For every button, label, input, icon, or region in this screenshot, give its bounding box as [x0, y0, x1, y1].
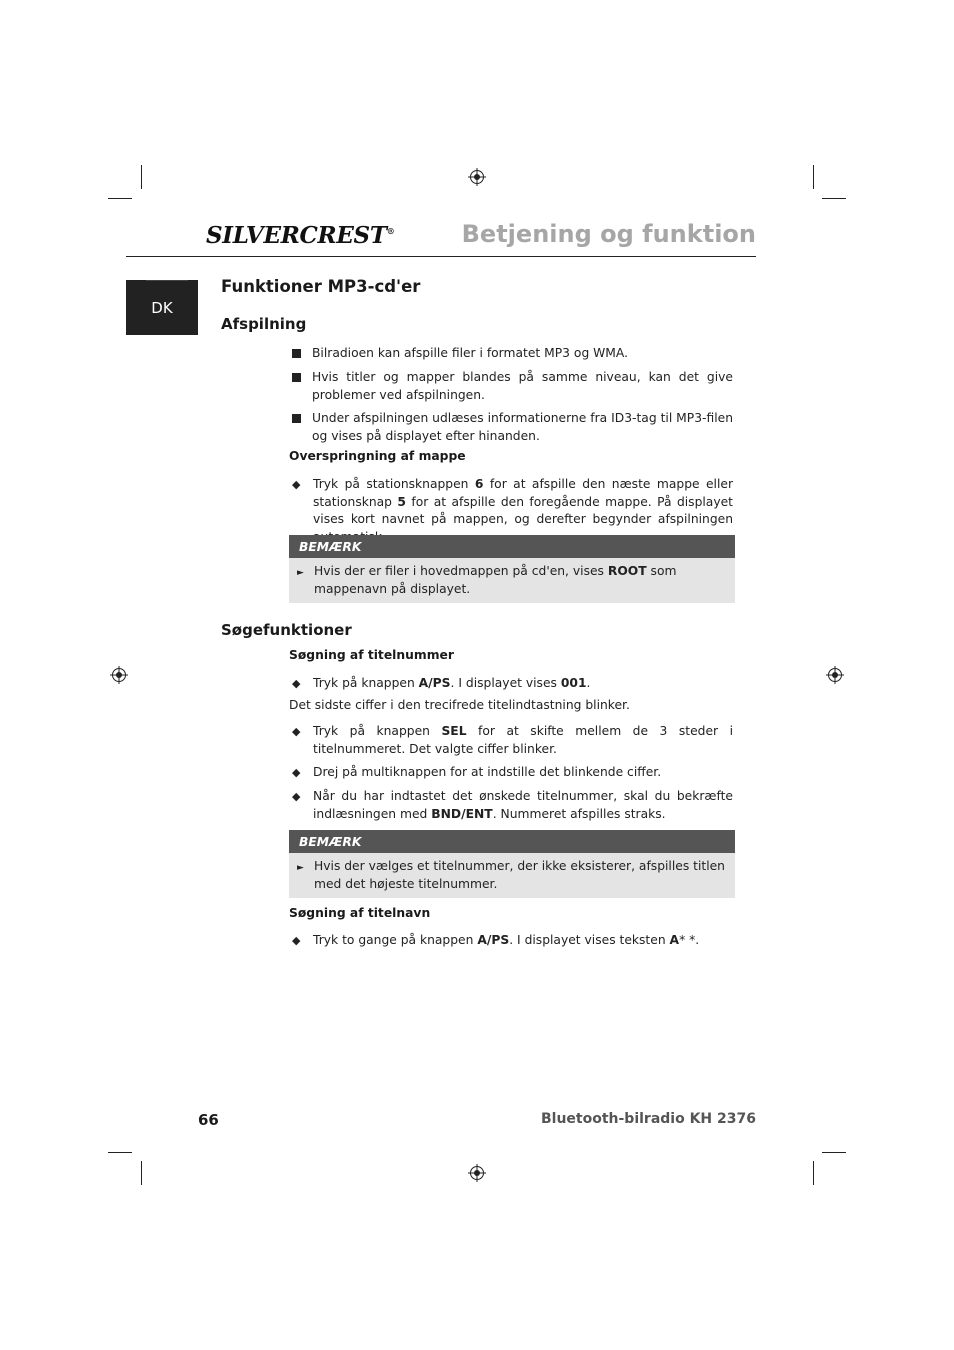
- crop-mark: [108, 1152, 132, 1153]
- crop-mark: [822, 1152, 846, 1153]
- registration-mark-icon: [468, 1164, 486, 1182]
- registration-mark-icon: [468, 168, 486, 186]
- diamond-bullet-icon: ◆: [292, 725, 301, 738]
- brand-logo: SILVERCREST®: [206, 222, 395, 249]
- subsection-title-soegefunktioner: Søgefunktioner: [221, 621, 352, 639]
- diamond-bullet-icon: ◆: [292, 934, 301, 947]
- crop-mark: [822, 198, 846, 199]
- note-heading: BEMÆRK: [289, 830, 735, 853]
- list-item: Bilradioen kan afspille filer i formatet MP3 og WMA.: [289, 345, 733, 363]
- footer-title: Bluetooth-bilradio KH 2376: [540, 1111, 756, 1127]
- diamond-bullet-icon: ◆: [292, 677, 301, 690]
- square-bullet-icon: [292, 414, 301, 423]
- step-item: ◆ Når du har indtastet det ønskede titelnummer, skal du bekræfte indlæsningen med BND/ENT. Nummeret afspilles straks.: [292, 789, 733, 821]
- page-title: Betjening og funktion: [461, 220, 756, 248]
- paragraph: Det sidste ciffer i den trecifrede titelindtastning blinker.: [289, 698, 630, 712]
- step-item: ◆ Tryk på knappen A/PS. I displayet vises 001.: [289, 675, 733, 693]
- arrow-right-icon: ►: [297, 568, 304, 578]
- note-heading: BEMÆRK: [289, 535, 735, 558]
- section-title: Funktioner MP3-cd'er: [221, 277, 421, 296]
- note-body: ► Hvis der er filer i hovedmappen på cd'en, vises ROOT som mappenavn på displayet.: [297, 564, 677, 596]
- arrow-right-icon: ►: [297, 863, 304, 873]
- procedure-heading: Overspringning af mappe: [289, 449, 466, 463]
- registration-mark-icon: [110, 666, 128, 684]
- diamond-bullet-icon: ◆: [292, 766, 301, 779]
- step-item: ◆ Tryk to gange på knappen A/PS. I displayet vises teksten A* *.: [289, 932, 733, 950]
- square-bullet-icon: [292, 373, 301, 382]
- crop-mark: [813, 165, 814, 189]
- crop-mark: [141, 165, 142, 189]
- square-bullet-icon: [292, 349, 301, 358]
- list-item: Under afspilningen udlæses informationerne fra ID3-tag til MP3-filen og vises på displayet efter hinanden.: [289, 410, 733, 445]
- procedure-heading: Søgning af titelnummer: [289, 648, 454, 662]
- note-box: [289, 830, 735, 898]
- diamond-bullet-icon: ◆: [292, 478, 301, 491]
- language-tab: DK: [126, 280, 198, 335]
- step-item: ◆ Drej på multiknappen for at indstille det blinkende ciffer.: [289, 764, 733, 782]
- crop-mark: [813, 1161, 814, 1185]
- subsection-title-afspilning: Afspilning: [221, 315, 307, 333]
- page-number: 66: [198, 1111, 219, 1129]
- procedure-heading: Søgning af titelnavn: [289, 906, 431, 920]
- crop-mark: [108, 198, 132, 199]
- list-item: Hvis titler og mapper blandes på samme niveau, kan det give problemer ved afspilningen.: [289, 369, 733, 404]
- crop-mark: [141, 1161, 142, 1185]
- registration-mark-icon: [826, 666, 844, 684]
- note-box: [289, 535, 735, 603]
- note-body: ► Hvis der vælges et titelnummer, der ikke eksisterer, afspilles titlen med det højeste titelnummer.: [297, 859, 725, 891]
- step-item: ◆ Tryk på knappen SEL for at skifte mellem de 3 steder i titelnummeret. Det valgte ciffer blinker.: [292, 724, 734, 756]
- header-divider: [126, 256, 756, 257]
- step-item: ◆ Tryk på stationsknappen 6 for at afspille den næste mappe eller stationsknap 5 for at afspille den foregående mappe. På displayet vises kort navnet på mappen, og derefter begynder afspilningen: [292, 477, 733, 526]
- diamond-bullet-icon: ◆: [292, 790, 301, 803]
